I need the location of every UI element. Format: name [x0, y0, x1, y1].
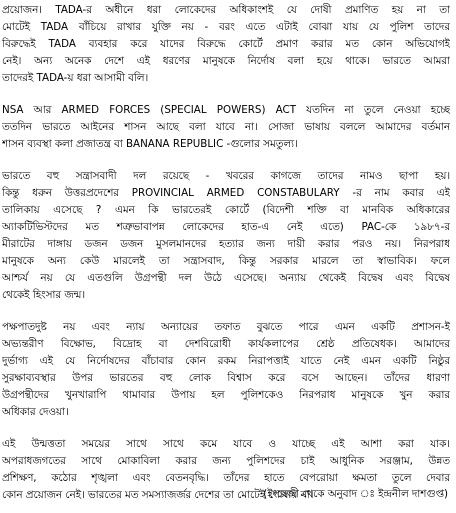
text-line: অধিকার দেওয়া।: [2, 406, 69, 418]
translator-credit: (ইংরেজী থেকে অনুবাদ ঃ ইন্দ্রনীল দাশগুপ্ত): [263, 488, 448, 500]
text-line: তাদেরই TADA-য় ধরা আসামী বলি।: [2, 72, 149, 84]
paragraph-tada: [2, 2, 450, 87]
text-line: আশ্চর্য নয় যে এতগুলি উগ্রপন্থী দল উঠে এসেছে। অন্যায় থেকেই বিদ্বেষ এবং বিদ্বেষ: [2, 272, 450, 284]
text-line: নেই। অন্য অনেক দেশে এই ধরণের মানুষকে নির্দোষ বলা হয়ে থাকে। ভারতে আমরা: [2, 55, 450, 67]
text-line: উগ্রপন্থীদের খুনখারাপি থামাবার উপায় হল পুলিশকেও নিরপরাধ মানুষকে খুন করার: [2, 389, 450, 401]
text-line: NSA আর ARMED FORCES (SPECIAL POWERS) ACT যতদিন না তুলে নেওয়া হচ্ছে: [2, 104, 450, 116]
text-line: বিরুদ্ধেই TADA ব্যবহার করে যাদের বিরুদ্ধে কোর্টে প্রমাণ করার মত কোন অভিযোগই: [2, 38, 450, 50]
text-line: কিন্তু ধরুন উত্তরপ্রদেশের PROVINCIAL ARMED CONSTABULARY -র নাম কবার এই: [2, 187, 450, 199]
text-line: মোটেই TADA বাঁচিয়ে রাখার যুক্তি নয় - বরং এতে এটাই বোঝা যায় যে পুলিশ তাদের: [2, 21, 450, 33]
text-line: কোন প্রয়োজন নেই। ভারতের মত সমস্যাজর্জর দেশের তা মোটেই পোষায় না।: [2, 489, 314, 501]
text-line: ভারতে বহু সন্ত্রাসবাদী দল রয়েছে - খবরের কাগজে তাদের নামও ছাপা হয়।: [2, 170, 450, 182]
text-line: তালিকায় এসেছে ? এমন কি ভারতেরই কোর্টে (বিদেশী শক্তি বা মানবিক অধিকারের: [2, 204, 450, 216]
paragraph-terrorist-groups: [2, 168, 450, 304]
text-line: অভ্যন্তরীণ বিক্ষোভ, বিদ্রোহ বা দেশবিরোধী কার্যকলাপের শ্রেষ্ঠ প্রতিষেধক। আমাদের: [2, 338, 450, 350]
paragraph-nsa-afspa: [2, 102, 450, 153]
paragraph-administration: [2, 319, 450, 421]
text-line: শাসন ব্যবস্থা কলা প্রজাতন্ত্র বা BANANA REPUBLIC -গুলোর সমতুল্য।: [2, 138, 298, 150]
text-line: ততদিন ভারতে আইনের শাসন আছে বলা যাবে না। সোজা ভাষায় বললে আমাদের বর্তমান: [2, 121, 450, 133]
text-line: থেকেই হিংসার জন্ম।: [2, 289, 86, 301]
text-line: দুর্ভাগ্য এই যে নির্দোষদের বাঁচাবার কোন রকম নিরাপত্তাই যাতে নেই এমন একটি নিষ্ঠুর: [2, 355, 450, 367]
text-line: সুরক্ষাব্যবস্থার উপর ভারতের বহু লোক বিশ্বাস করে বসে আছেন। তাঁদের ধারণা: [2, 372, 450, 384]
text-line: এই উন্মত্ততা সময়ের সাথে সাথে কমে যাবে ও যাচ্ছে এই আশা করা যাক।: [2, 438, 450, 450]
text-line: প্রশিক্ষণ, কঠোর শৃঙ্খলা এবং বেতনবৃদ্ধি। তাঁদের হাতে বেপরোয়া ক্ষমতা তুলে দেবার: [2, 472, 450, 484]
text-line: মানুষকে অন্য কেউ মারলেই তা সন্ত্রাসবাদ, কিন্তু সরকার মারলে তা স্বাভাবিক। ফলে: [2, 255, 450, 267]
text-line: পক্ষপাতদুষ্ট নয় এবং ন্যায় অন্যায়ের তফাত বুঝতে পারে এমন একটি প্রশাসন-ই: [2, 321, 450, 333]
text-line: প্রয়োজন। TADA-র অধীনে ধরা লোকেদের অধিকাংশই যে দোষী প্রমাণিত হয় না তা: [2, 4, 450, 16]
text-line: মীরাটের দাঙ্গায় ডজন ডজন মুসলমানদের হত্যার জন্য দায়ী করার পরও নয়। নিরপরাধ: [2, 238, 450, 250]
text-line: অপরাধজগতের সাথে মোকাবিলা করার জন্য পুলিশদের চাই আধুনিক সরঞ্জাম, উন্নত: [2, 455, 450, 467]
text-line: অ্যাকটিভিস্টদের মত শত্রুভাবাপন্ন লোকেদের হাত-এ নেই এতে) PAC-কে ১৯৮৭-র: [2, 221, 450, 233]
